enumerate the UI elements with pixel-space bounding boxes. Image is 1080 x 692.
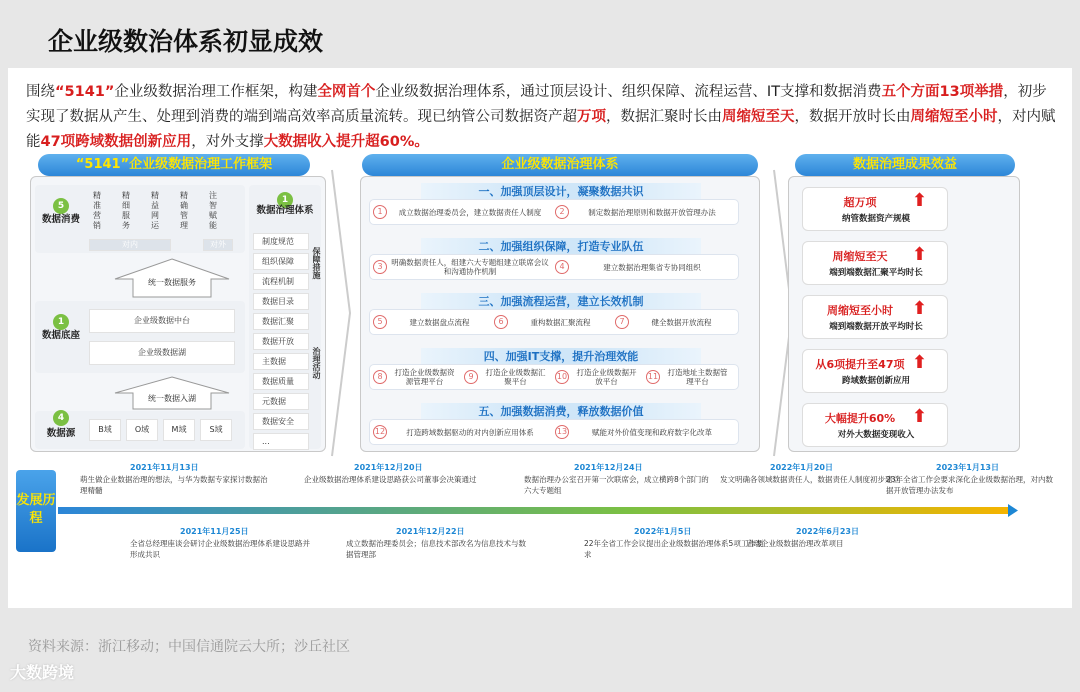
- intro-segment: ，对内赋能: [26, 109, 1056, 150]
- system-item: 组织保障: [253, 253, 309, 270]
- item-text: 赋能对外价值变现和政府数字化改革: [592, 427, 712, 437]
- result-value: 从6项提升至47项: [815, 358, 905, 371]
- source-item: S域: [200, 419, 232, 441]
- item-text: 打造企业级数据汇聚平台: [485, 368, 546, 386]
- timeline-date: 2021年12月24日: [574, 463, 643, 472]
- timeline-event: 发文明确各领域数据责任人，数据责任人制度初步建立: [720, 475, 900, 484]
- item-text: 明确数据责任人，组建六大专题组建立联席会议和沟通协作机制: [391, 258, 549, 276]
- system-item: ...: [253, 433, 309, 450]
- item-text: 健全数据开放流程: [651, 317, 712, 327]
- system-item: 数据开放: [253, 333, 309, 350]
- intro-segment: 大数据收入提升超60%。: [263, 134, 429, 150]
- governance-item: [646, 366, 731, 388]
- tag-activity: 治理活动: [312, 347, 321, 379]
- intro-segment: 围绕: [26, 84, 55, 100]
- timeline-label: 发展历程: [16, 470, 56, 552]
- system-item: 数据安全: [253, 413, 309, 430]
- left-header: “5141”企业级数据治理工作框架: [38, 154, 310, 176]
- governance-item: [615, 311, 730, 333]
- result-desc: 跨域数据创新应用: [841, 376, 910, 386]
- timeline-event: 22年全省工作会议提出企业级数据治理体系5项工作要求: [584, 539, 764, 559]
- consume-item: 精准营销: [93, 191, 101, 230]
- base-item-0: 企业级数据中台: [89, 309, 235, 333]
- intro-segment: 企业级数据治理工作框架，构建: [114, 84, 318, 100]
- unify-lake-label: 统一数据入湖: [148, 394, 196, 403]
- item-number: 4: [555, 260, 569, 274]
- intro-segment: ，数据汇聚时长由: [606, 109, 722, 125]
- item-text: 制定数据治理原则和数据开放管理办法: [588, 207, 716, 217]
- intro-segment: 全网首个: [317, 84, 376, 100]
- timeline-event: 数据治理办公室召开第一次联席会，成立横跨8个部门的六大专题组: [524, 475, 709, 495]
- item-text: 打造企业级数据资源管理平台: [394, 368, 455, 386]
- timeline-date: 2021年12月20日: [354, 463, 423, 472]
- consume-label: 数据消费: [41, 214, 80, 225]
- intro-segment: 企业级数据治理体系，通过顶层设计、组织保障、流程运营、IT支撑和数据消费: [375, 84, 882, 100]
- timeline-event: 企业级数据治理体系建设思路获公司董事会决策通过: [304, 475, 477, 484]
- system-item: 制度规范: [253, 233, 309, 250]
- item-number: 11: [646, 370, 660, 384]
- arrow-up-icon: ⬆: [911, 298, 927, 319]
- intro-paragraph: [26, 80, 1056, 155]
- item-number: 12: [373, 425, 387, 439]
- source-note: 资料来源：浙江移动；中国信通院云大所；沙丘社区: [28, 639, 350, 655]
- item-text: 建立数据盘点流程: [409, 317, 470, 327]
- intro-segment: “5141”: [55, 84, 115, 100]
- item-number: 6: [494, 315, 508, 329]
- timeline-event: 23年全省工作会要求深化企业级数据治理，对内数据开放管理办法发布: [886, 475, 1054, 495]
- arrow-up-icon: ⬆: [911, 190, 927, 211]
- item-number: 9: [464, 370, 478, 384]
- system-item: 主数据: [253, 353, 309, 370]
- timeline-date: 2022年1月5日: [634, 527, 692, 536]
- timeline-date: 2021年11月13日: [130, 463, 199, 472]
- source-item: O域: [126, 419, 158, 441]
- right-header: 数据治理成果效益: [795, 154, 1015, 176]
- governance-item: [373, 256, 549, 278]
- intro-segment: 周缩短至小时: [910, 109, 998, 125]
- arrow-up-icon: ⬆: [911, 352, 927, 373]
- item-number: 13: [555, 425, 569, 439]
- result-card: [802, 403, 948, 447]
- intro-segment: 五个方面13项举措: [881, 84, 1004, 100]
- system-label: 数据治理体系: [256, 205, 314, 216]
- intro-segment: ，初步实现了数据从产生、处理到消费的端到端高效率高质量流转。现已纳管公司数据资产超: [26, 84, 1047, 125]
- section-title: 五、加强数据消费，释放数据价值: [421, 403, 701, 420]
- system-item: 数据目录: [253, 293, 309, 310]
- system-item: 元数据: [253, 393, 309, 410]
- result-card: [802, 295, 948, 339]
- source-item: B域: [89, 419, 121, 441]
- governance-item: [555, 421, 731, 443]
- governance-item: [464, 366, 549, 388]
- consume-item: 注智赋能: [209, 191, 217, 230]
- result-value: 超万项: [843, 196, 877, 209]
- result-card: [802, 241, 948, 285]
- result-desc: 端到端数据汇聚平均时长: [829, 268, 923, 278]
- outer-tag: 对外: [203, 239, 233, 251]
- section-title: 四、加强IT支撑，提升治理效能: [421, 348, 701, 365]
- item-text: 建立数据治理集省专协同组织: [603, 262, 701, 272]
- page-title: 企业级数治体系初显成效: [48, 27, 324, 56]
- intro-segment: ，对外支撑: [191, 134, 264, 150]
- timeline-event: 全省总经理座谈会研讨企业级数据治理体系建设思路并形成共识: [130, 539, 310, 559]
- item-number: 3: [373, 260, 387, 274]
- framework-box: [30, 176, 326, 452]
- intro-segment: 万项: [577, 109, 606, 125]
- governance-item: [555, 256, 731, 278]
- consume-item: 精细服务: [122, 191, 130, 230]
- system-item: 流程机制: [253, 273, 309, 290]
- middle-header: 企业级数据治理体系: [362, 154, 758, 176]
- governance-item: [373, 366, 458, 388]
- unify-service-label: 统一数据服务: [148, 278, 196, 287]
- item-text: 打造地址主数据管理平台: [667, 368, 728, 386]
- arrow-up-icon: ⬆: [911, 244, 927, 265]
- chevron-left-divider: [330, 168, 352, 458]
- content-panel: [8, 68, 1072, 608]
- item-text: 打造跨域数据驱动的对内创新应用体系: [406, 427, 534, 437]
- source-num: 4: [53, 410, 69, 426]
- consume-item: 精益网运: [151, 191, 159, 230]
- result-desc: 对外大数据变现收入: [837, 430, 915, 440]
- result-card: [802, 349, 948, 393]
- governance-item: [555, 201, 731, 223]
- system-item: 数据汇聚: [253, 313, 309, 330]
- result-value: 大幅提升60%: [824, 412, 896, 425]
- item-number: 1: [373, 205, 387, 219]
- governance-box: [360, 176, 760, 452]
- consume-item: 精确管理: [180, 191, 188, 230]
- consume-num: 5: [53, 198, 69, 214]
- source-item: M域: [163, 419, 195, 441]
- section-title: 一、加强顶层设计，凝聚数据共识: [421, 183, 701, 200]
- timeline-date: 2021年11月25日: [180, 527, 249, 536]
- source-label: 数据源: [46, 428, 76, 439]
- tag-guarantee: 保障措施: [312, 247, 321, 279]
- governance-item: [373, 201, 549, 223]
- intro-segment: ，数据开放时长由: [794, 109, 911, 125]
- result-card: [802, 187, 948, 231]
- intro-segment: 周缩短至天: [722, 109, 795, 125]
- arrow-up-icon: ⬆: [911, 406, 927, 427]
- timeline-event: 萌生做企业数据治理的想法，与华为数据专家探讨数据治理精髓: [80, 475, 268, 495]
- timeline-axis: [58, 504, 1018, 518]
- base-num: 1: [53, 314, 69, 330]
- governance-item: [373, 421, 549, 443]
- timeline-date: 2023年1月13日: [936, 463, 999, 472]
- result-desc: 纳管数据资产规模: [841, 214, 910, 224]
- item-text: 打造企业级数据开放平台: [576, 368, 637, 386]
- result-value: 周缩短至天: [832, 250, 888, 263]
- item-number: 8: [373, 370, 387, 384]
- timeline-date: 2021年12月22日: [396, 527, 465, 536]
- results-box: [788, 176, 1020, 452]
- intro-segment: 47项跨域数据创新应用: [40, 134, 192, 150]
- governance-item: [555, 366, 640, 388]
- result-desc: 端到端数据开放平均时长: [829, 322, 923, 332]
- inner-tag: 对内: [89, 239, 171, 251]
- system-num: 1: [277, 192, 293, 208]
- base-item-1: 企业级数据湖: [89, 341, 235, 365]
- item-number: 2: [555, 205, 569, 219]
- governance-item: [373, 311, 488, 333]
- timeline-date: 2022年1月20日: [770, 463, 833, 472]
- timeline-date: 2022年6月23日: [796, 527, 859, 536]
- item-number: 5: [373, 315, 387, 329]
- item-text: 重构数据汇聚流程: [530, 317, 591, 327]
- result-value: 周缩短至小时: [827, 304, 893, 317]
- base-label: 数据底座: [41, 330, 80, 341]
- system-item: 数据质量: [253, 373, 309, 390]
- item-number: 7: [615, 315, 629, 329]
- timeline-event: 成立数据治理委员会；信息技术部改名为信息技术与数据管理部: [346, 539, 526, 559]
- item-number: 10: [555, 370, 569, 384]
- item-text: 成立数据治理委员会，建立数据责任人制度: [398, 207, 542, 217]
- section-title: 三、加强流程运营，建立长效机制: [421, 293, 701, 310]
- watermark-logo: 大数跨境: [10, 663, 75, 682]
- section-title: 二、加强组织保障，打造专业队伍: [421, 238, 701, 255]
- timeline-event: 启动企业级数据治理改革项目: [746, 539, 844, 548]
- governance-item: [494, 311, 609, 333]
